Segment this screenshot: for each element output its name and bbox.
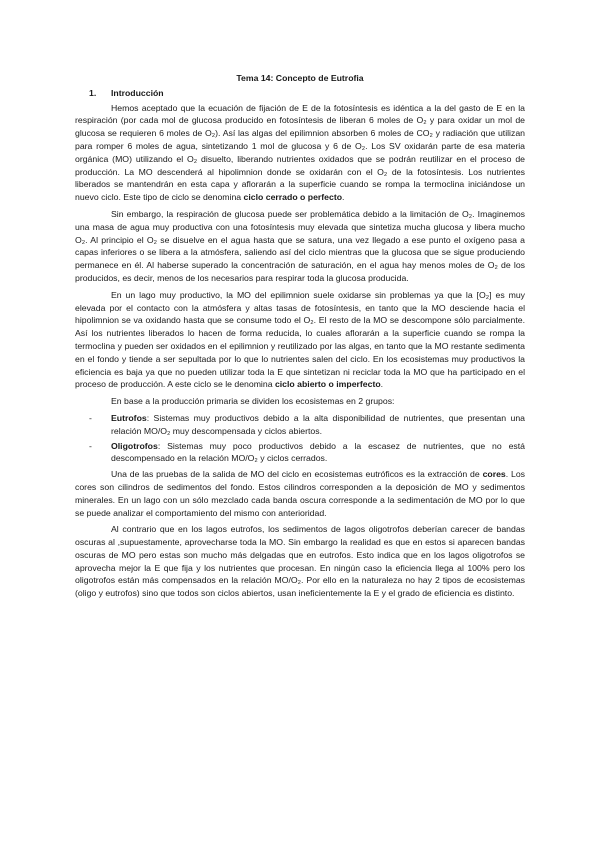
list-term: Eutrofos xyxy=(111,412,147,423)
paragraph-tail: . xyxy=(380,379,384,390)
list-dash: - xyxy=(89,440,92,451)
paragraph-text: En un lago muy productivo, la MO del epilimnion suele oxidarse sin problemas ya que la [O₂] es muy elevada por el contacto con la atmósfera y altas tasas de fotosíntesis, en tanto que la MO desciende hacia el hipolimnion se va oxidando hasta que se consume todo el O₂. El resto de la MO se descompone sólo parcialmente. Así los nutrientes liberados lo hacen de forma reducida, lo cuales aflorarán a la superficie cuando se rompa la termoclina y pueden ser oxidados en el epilimnion y reutilizado por las algas, en tanto que la MO restante sedimenta en el fondo y tiende a ser sepultada por lo que lo nutrientes salen del ciclo. En los ecosistemas muy productivos la eficiencia es baja ya que no pueden utilizar toda la E que sintetizan ni reciclar toda la MO que ha participado en el proceso de producción. A este ciclo se le denomina xyxy=(75,289,525,390)
paragraph-text: Al contrario que en los lagos eutrofos, los sedimentos de lagos oligotrofos deberían carecer de bandas oscuras al ,supuestamente, aprovecharse toda la MO. Sin embargo la realidad es que en estos si aparecen bandas oscuras de MO pero estas son mucho más delgadas que en eutrofos. Esto indica que en los lagos oligotrofos se aprovecha mejor la E que fija y los nutrientes que procesan. En ningún caso la eficiencia llega al 100% pero los oligotrofos están más compensados en la relación MO/O₂. Por ello en la naturaleza no hay 2 tipos de ecosistemas (oligo y eutrofos) sino que todos son ciclos abiertos, usan ineficientemente la E y el grado de eficiencia es distinto. xyxy=(75,524,525,599)
paragraph-bold: ciclo cerrado o perfecto xyxy=(243,192,343,203)
document-page xyxy=(75,72,525,604)
section-title: Introducción xyxy=(111,87,164,98)
paragraph-tail: . Los cores son cilindros de sedimentos del fondo. Estos cilindros corresponden a la deposición de MO y sedimentos minerales. En un lago con un sólo mezclado cada banda oscura corresponde a la sedimentación de MO por lo que se puede analizar el comportamiento del mismo con anterioridad. xyxy=(75,469,525,518)
list-dash: - xyxy=(89,412,92,423)
ecosystem-list xyxy=(75,412,525,465)
list-text: : Sistemas muy poco productivos debido a la escasez de nutrientes, que no está descompensado en la relación MO/O₂ y ciclos cerrados. xyxy=(111,440,525,464)
paragraph-text: En base a la producción primaria se dividen los ecosistemas en 2 grupos: xyxy=(111,396,395,407)
paragraph-bold: cores xyxy=(482,469,506,480)
list-text: : Sistemas muy productivos debido a la alta disponibilidad de nutrientes, que presentan una relación MO/O₂ muy descompensada y ciclos abiertos. xyxy=(111,412,525,436)
paragraph xyxy=(75,208,525,285)
paragraph-text: Una de las pruebas de la salida de MO del ciclo en ecosistemas eutróficos es la extracción de xyxy=(111,469,483,480)
page-title: Tema 14: Concepto de Eutrofia xyxy=(236,73,364,83)
section-number: 1. xyxy=(89,87,97,98)
paragraph-text: Hemos aceptado que la ecuación de fijación de E de la fotosíntesis es idéntica a la del gasto de E en la respiración (por cada mol de glucosa producido en fotosíntesis de liberan 6 moles de O₂ y para oxidar un mol de glucosa se requieren 6 moles de O₂). Así las algas del epilimnion absorben 6 moles de CO₂ y radiación que utilizan para romper 6 moles de agua, sintetizando 1 mol de glucosa y 6 de O₂. Los SV oxidarán parte de esa materia orgánica (MO) utilizando el O₂ disuelto, liberando nutrientes oxidados que se podrán reutilizar en el proceso de producción. La MO descenderá al hipolimnion donde se oxidarán con el O₂ de la fotosíntesis. Los nutrientes liberados se mantendrán en esta capa y aflorarán a la superficie cuando se rompa la termoclina iniciándose un nuevo ciclo. Este tipo de ciclo se denomina xyxy=(75,102,525,203)
paragraph-tail: . xyxy=(342,192,345,203)
paragraph-bold: ciclo abierto o imperfecto xyxy=(274,379,381,390)
list-item xyxy=(75,412,525,438)
list-item xyxy=(75,440,525,466)
paragraph xyxy=(75,395,525,408)
paragraph-text: Sin embargo, la respiración de glucosa puede ser problemática debido a la limitación de O₂. Imaginemos una masa de agua muy productiva con una fotosíntesis muy elevada que sintetiza mucha glucosa y libera mucho O₂. Al principio el O₂ se disuelve en el agua hasta que se satura, una vez llegado a ese punto el oxígeno pasa a capas inferiores o se libera a la atmósfera, saliendo así del ciclo mientras que la glucosa que se sigue produciendo permanece en él. Al haberse superado la concentración de saturación, en el agua hay menos moles de O₂ de los producidos, es decir, menos de los necesarios para respirar toda la glucosa producida. xyxy=(75,208,525,283)
paragraph xyxy=(75,468,525,519)
paragraph xyxy=(75,523,525,600)
section-heading xyxy=(75,87,525,100)
paragraph xyxy=(75,102,525,204)
list-term: Oligotrofos xyxy=(111,440,158,451)
paragraph xyxy=(75,289,525,391)
